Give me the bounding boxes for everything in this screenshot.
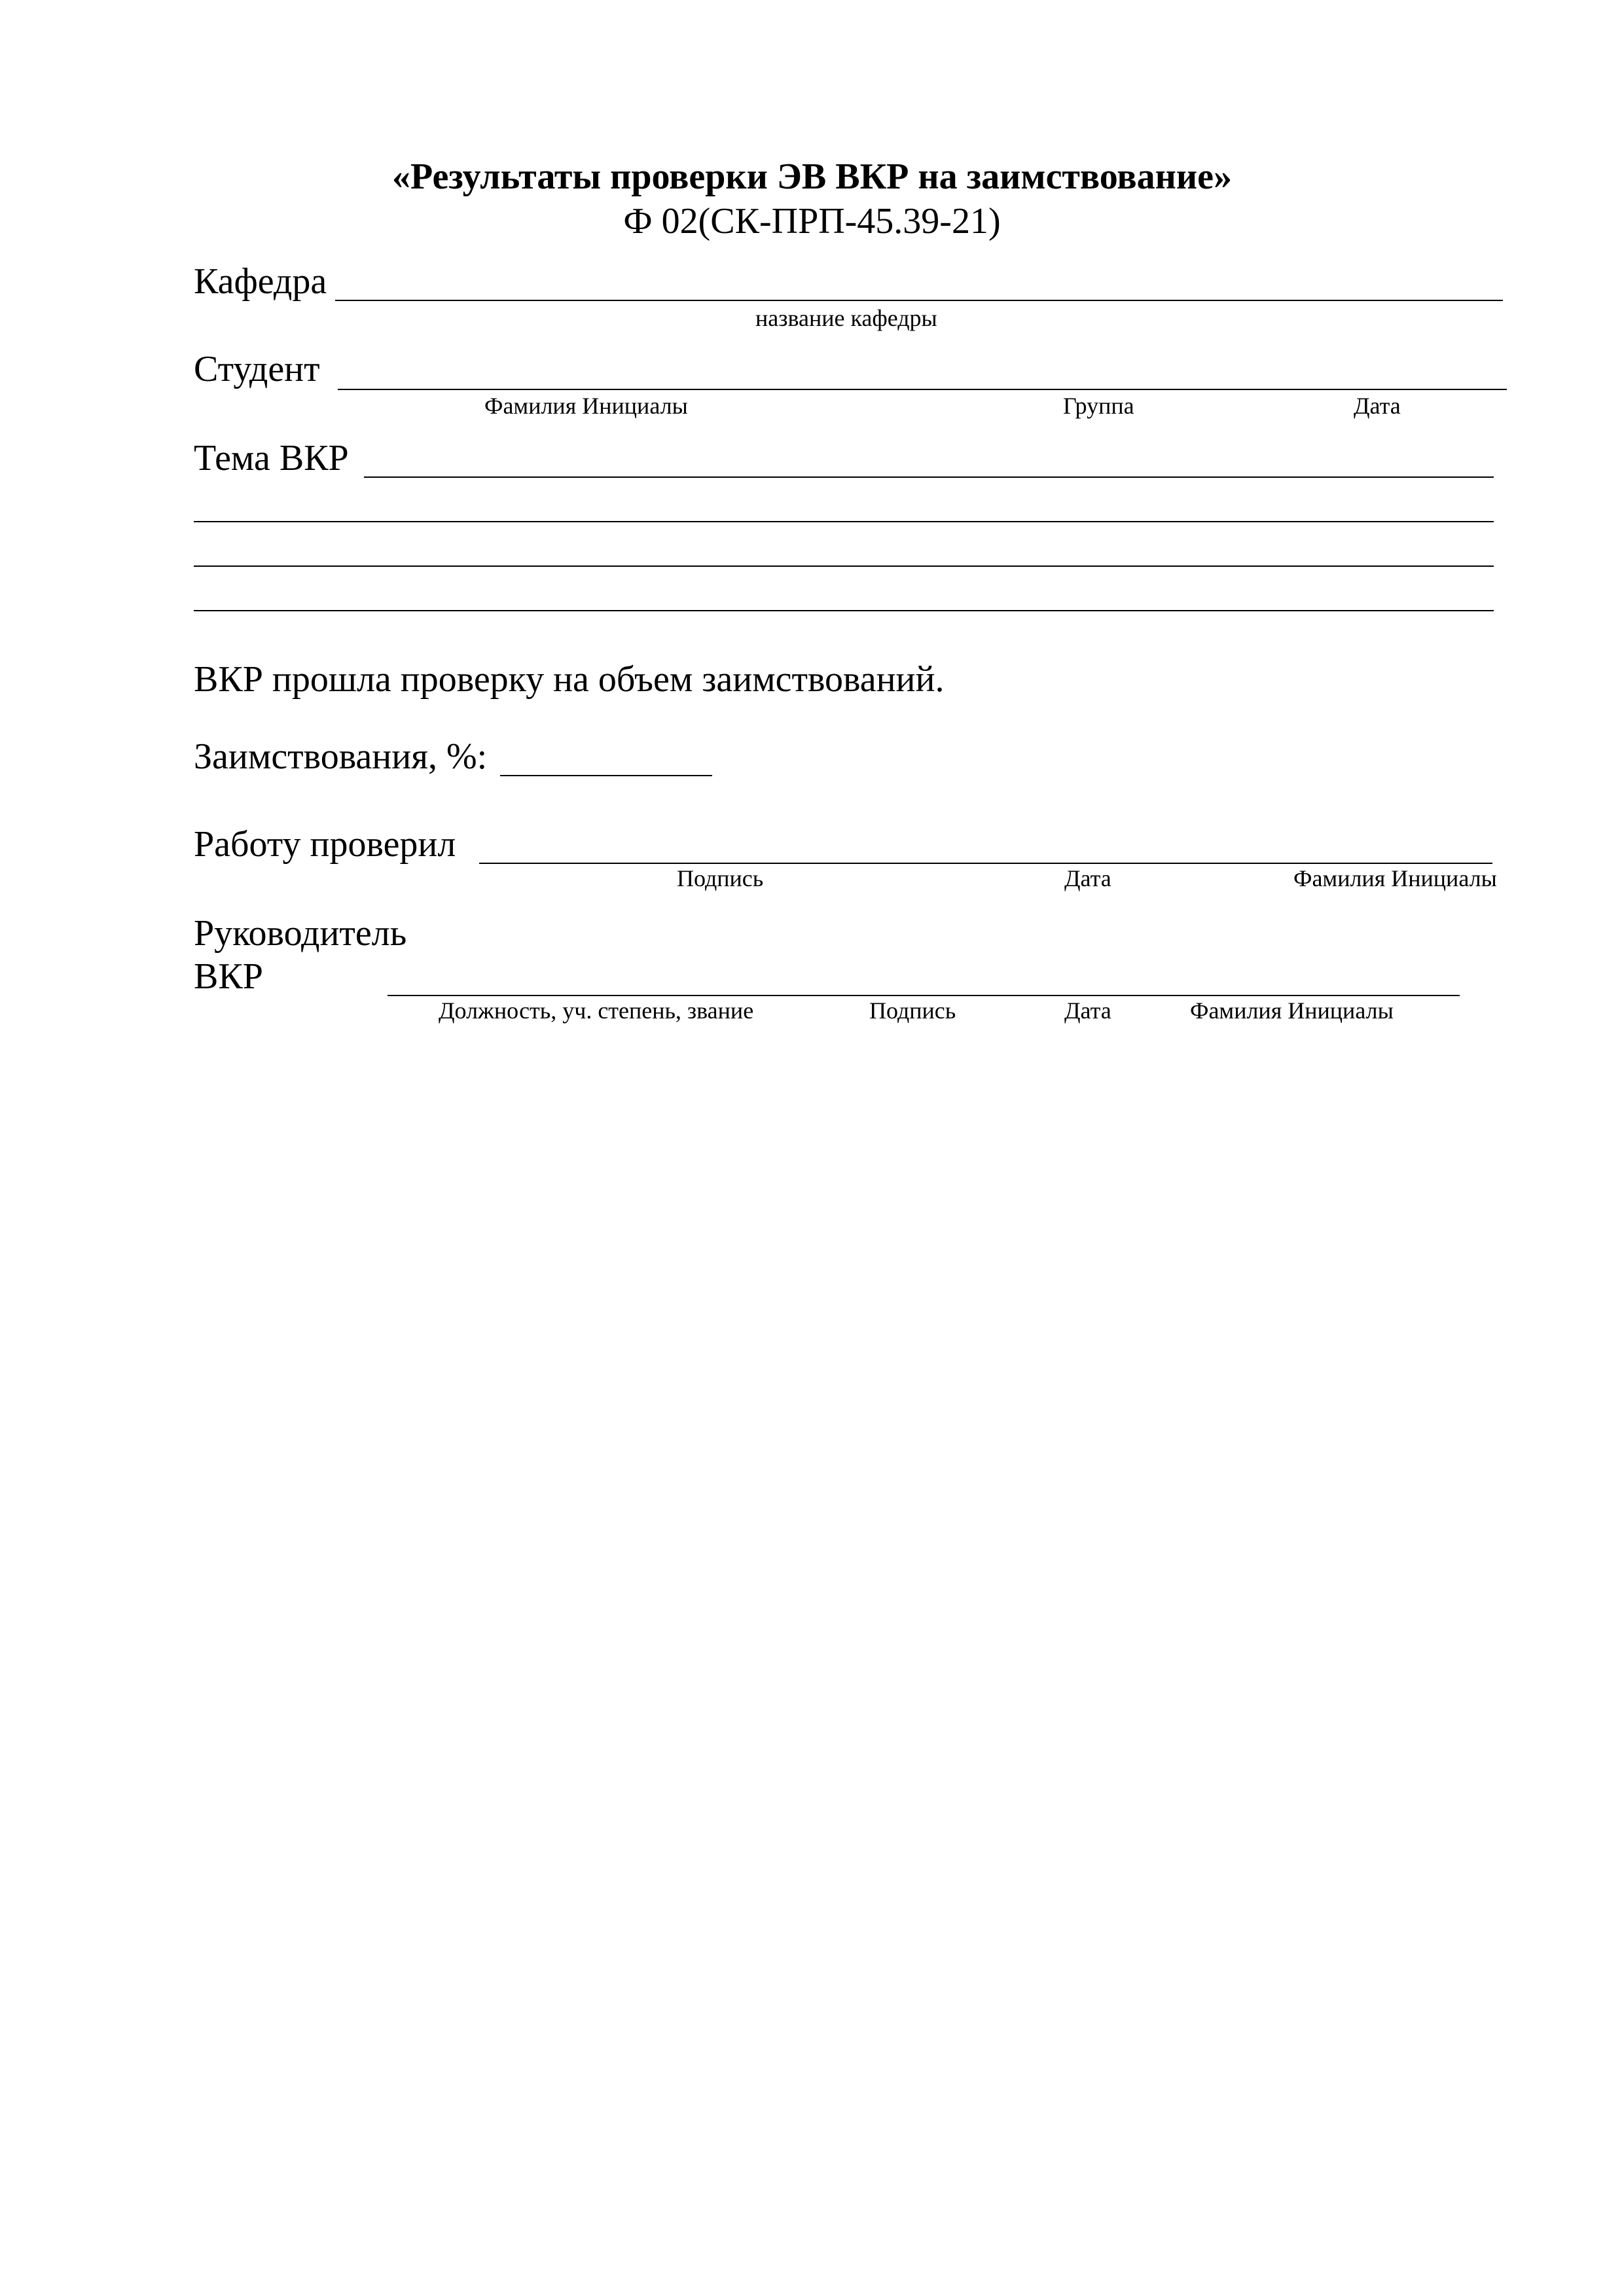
topic-field-line-2[interactable] <box>194 521 1494 522</box>
student-name-caption: Фамилия Инициалы <box>484 393 688 419</box>
supervisor-label-line-2: ВКР <box>194 956 263 997</box>
supervisor-signature-caption: Подпись <box>869 997 956 1024</box>
supervisor-name-caption: Фамилия Инициалы <box>1190 997 1394 1024</box>
borrowings-percent-field[interactable] <box>500 775 712 776</box>
borrowings-label: Заимствования, %: <box>194 736 488 777</box>
checked-by-label: Работу проверил <box>194 824 456 865</box>
student-label: Студент <box>194 349 320 389</box>
supervisor-label-line-1: Руководитель <box>194 913 407 954</box>
form-code: Ф 02(СК-ПРП-45.39-21) <box>623 201 1001 242</box>
department-caption: название кафедры <box>755 305 937 331</box>
checked-by-date-caption: Дата <box>1064 865 1111 891</box>
topic-field-line-4[interactable] <box>194 610 1494 611</box>
topic-label: Тема ВКР <box>194 438 349 478</box>
checked-by-name-caption: Фамилия Инициалы <box>1293 865 1497 891</box>
department-label: Кафедра <box>194 261 327 302</box>
topic-field-line-1[interactable] <box>364 476 1494 478</box>
department-field[interactable] <box>335 300 1503 301</box>
topic-field-line-3[interactable] <box>194 565 1494 567</box>
supervisor-field[interactable] <box>388 995 1460 996</box>
student-date-caption: Дата <box>1354 393 1401 419</box>
student-field[interactable] <box>338 389 1507 390</box>
check-passed-text: ВКР прошла проверку на объем заимствований. <box>194 659 945 700</box>
form-title: «Результаты проверки ЭВ ВКР на заимствование» <box>391 156 1233 197</box>
supervisor-date-caption: Дата <box>1064 997 1111 1024</box>
supervisor-position-caption: Должность, уч. степень, звание <box>439 997 754 1024</box>
checked-by-signature-caption: Подпись <box>677 865 764 891</box>
checked-by-field[interactable] <box>479 863 1492 864</box>
student-group-caption: Группа <box>1063 393 1134 419</box>
